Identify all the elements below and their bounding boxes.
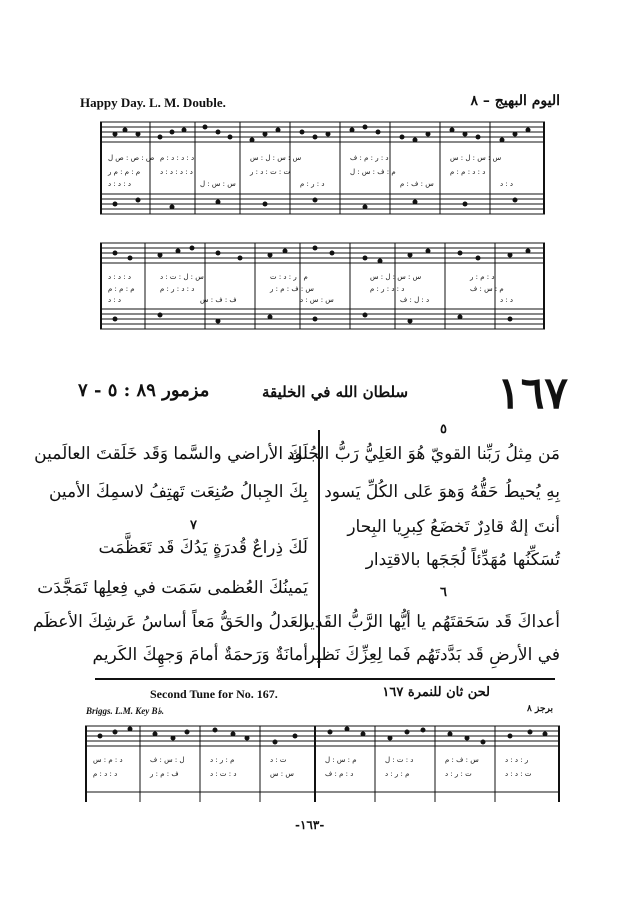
- verse-line: مَن مِثلُ رَبِّنا القويّ هُوَ العَلِيُّ رَبُّ الجُنود: [286, 444, 560, 464]
- column-divider: [318, 430, 320, 668]
- svg-text:د : د : ر : م: د : د : ر : م: [160, 285, 195, 293]
- svg-text:م : م : م ر: م : م : م ر: [108, 168, 141, 176]
- svg-text:م : ف : س : ل: م : ف : س : ل: [350, 168, 396, 176]
- verse-line: بِهِ يُحيطُ حَقُّهُ وَهوَ عَلى الكُلِّ يَسود: [324, 482, 560, 502]
- verse-line: في الأرضِ قَد بَدَّدتَهُم فَما لِعِزِّكَ نَظير: [306, 645, 560, 665]
- verse-line: بِكَ الجِبالُ صُنِعَت تَهتِفُ لاسمِكَ الأمين: [48, 482, 308, 502]
- svg-text:د : د : م : م: د : د : م : م: [450, 168, 486, 176]
- hymn-title: سلطان الله في الخليقة: [262, 383, 409, 401]
- svg-text:م : س : ل: م : س : ل: [325, 756, 357, 764]
- tune-title-en: Happy Day. L. M. Double.: [80, 95, 226, 110]
- svg-text:س : س : ل : س: س : س : ل : س: [250, 154, 302, 162]
- svg-text:د : م : ف: د : م : ف: [325, 770, 354, 778]
- svg-text:س : ف : م: س : ف : م: [400, 180, 434, 188]
- svg-text:د : د : د: د : د : د: [108, 180, 131, 188]
- svg-text:س : س : ل: س : س : ل: [200, 180, 236, 188]
- svg-text:د : د : د: د : د : د: [108, 273, 131, 281]
- verse-line: أمانَةٌ وَرَحمَةٌ أمامَ وَجهِكَ الكَريم: [92, 645, 308, 665]
- stanza-number-7: ٧: [190, 518, 197, 533]
- svg-text:د : د : م: د : د : م: [93, 770, 118, 778]
- stanza-number-5: ٥: [440, 422, 447, 437]
- svg-text:ل : س : ف: ل : س : ف: [150, 756, 185, 764]
- verse-line: أنتَ إلهٌ قادِرٌ تَخضَعُ كِبرِيا البِحار: [347, 517, 560, 537]
- verse-line: تُسَكِّنُها مُهَدِّئاً لُجَجَها بالاقتِدار: [365, 550, 560, 570]
- verse-line: لَكَ الأراضي والسَّما وَقَد خَلَقتَ العالَمين: [34, 444, 308, 464]
- verse-line: العَدلُ والحَقُّ مَعاً أساسُ عَرشِكَ الأعظَم: [33, 612, 308, 632]
- svg-text:د : د : ر : م: د : د : ر : م: [370, 285, 405, 293]
- svg-text:د : د: د : د: [500, 296, 514, 304]
- svg-text:د : د : د : د: د : د : د : د: [160, 168, 193, 176]
- svg-text:د : م : ر: د : م : ر: [470, 273, 495, 281]
- svg-text:س : س : ل : س: س : س : ل : س: [370, 273, 422, 281]
- svg-text:ت : ر : د: ت : ر : د: [445, 770, 472, 778]
- svg-text:د : ت : ل: د : ت : ل: [385, 756, 414, 764]
- verse-line: أعداكَ قَد سَحَقتَهُم يا أيُّها الرَّبُّ القَدير: [300, 612, 560, 632]
- tune-label-briggs: Briggs. L.M. Key B♭.: [86, 706, 164, 716]
- tune-title-ar: اليوم البهيج – ٨: [470, 93, 560, 109]
- section-rule: [95, 678, 555, 680]
- svg-text:ت : د : د: ت : د : د: [505, 770, 532, 778]
- svg-text:د : م : س: د : م : س: [93, 756, 123, 764]
- svg-text:ص : ص : ص ل: ص : ص : ص ل: [108, 154, 155, 162]
- svg-text:ت : ت : د : ر: ت : ت : د : ر: [250, 168, 291, 176]
- svg-text:ر : د : د: ر : د : د: [505, 756, 529, 764]
- psalm-reference: مزمور ٨٩ : ٥ - ٧: [78, 380, 210, 401]
- music-score-system-2: [100, 233, 545, 345]
- svg-text:م : ر : د : ت: م : ر : د : ت: [270, 273, 308, 281]
- svg-text:س : س : ل : س: س : س : ل : س: [450, 154, 502, 162]
- verse-line: لَكَ ذِراعٌ قُدرَةٍ يَدُكَ قَد تَعَظَّمَت: [98, 538, 308, 558]
- svg-text:م : ر : د: م : ر : د: [210, 756, 235, 764]
- svg-text:د : د: د : د: [500, 180, 514, 188]
- svg-text:س : ف : م : ر: س : ف : م : ر: [270, 285, 314, 293]
- tune-label-briggs-ar: برجز ٨: [527, 704, 553, 714]
- hymn-number: ١٦٧: [497, 368, 568, 419]
- svg-text:س : س: س : س: [270, 770, 294, 778]
- svg-text:د : د: د : د: [108, 296, 122, 304]
- svg-text:م : س : ف: م : س : ف: [470, 285, 504, 293]
- svg-text:ت : د: ت : د: [270, 756, 287, 764]
- svg-text:ف : ف : س: ف : ف : س: [200, 296, 237, 304]
- second-tune-title-en: Second Tune for No. 167.: [150, 687, 278, 701]
- svg-text:د : ر : م : ف: د : ر : م : ف: [350, 154, 389, 162]
- music-score-system-3: [85, 712, 560, 804]
- stanza-number-6: ٦: [440, 585, 447, 600]
- svg-text:س : س : د: س : س : د: [300, 296, 334, 304]
- page-number: -١٦٣-: [295, 818, 325, 832]
- svg-text:ف : م : ر: ف : م : ر: [150, 770, 179, 778]
- svg-text:س : ل : ت : د: س : ل : ت : د: [160, 273, 204, 281]
- svg-text:م : ر : د: م : ر : د: [385, 770, 410, 778]
- svg-text:م : م : م: م : م : م: [108, 285, 135, 293]
- second-tune-title-ar: لحن ثان للنمرة ١٦٧: [382, 685, 490, 700]
- svg-text:د : ل : ف: د : ل : ف: [400, 296, 430, 304]
- svg-text:د : د : د : م: د : د : د : م: [160, 154, 195, 162]
- svg-text:د : ر : م: د : ر : م: [300, 180, 325, 188]
- svg-text:د : ت : د: د : ت : د: [210, 770, 237, 778]
- music-score-system-1: [100, 112, 545, 230]
- verse-line: يَمينُكَ العُظمى سَمَت في فِعلِها تَمَجَّدَت: [37, 578, 308, 598]
- svg-text:س : ف : م: س : ف : م: [445, 756, 479, 764]
